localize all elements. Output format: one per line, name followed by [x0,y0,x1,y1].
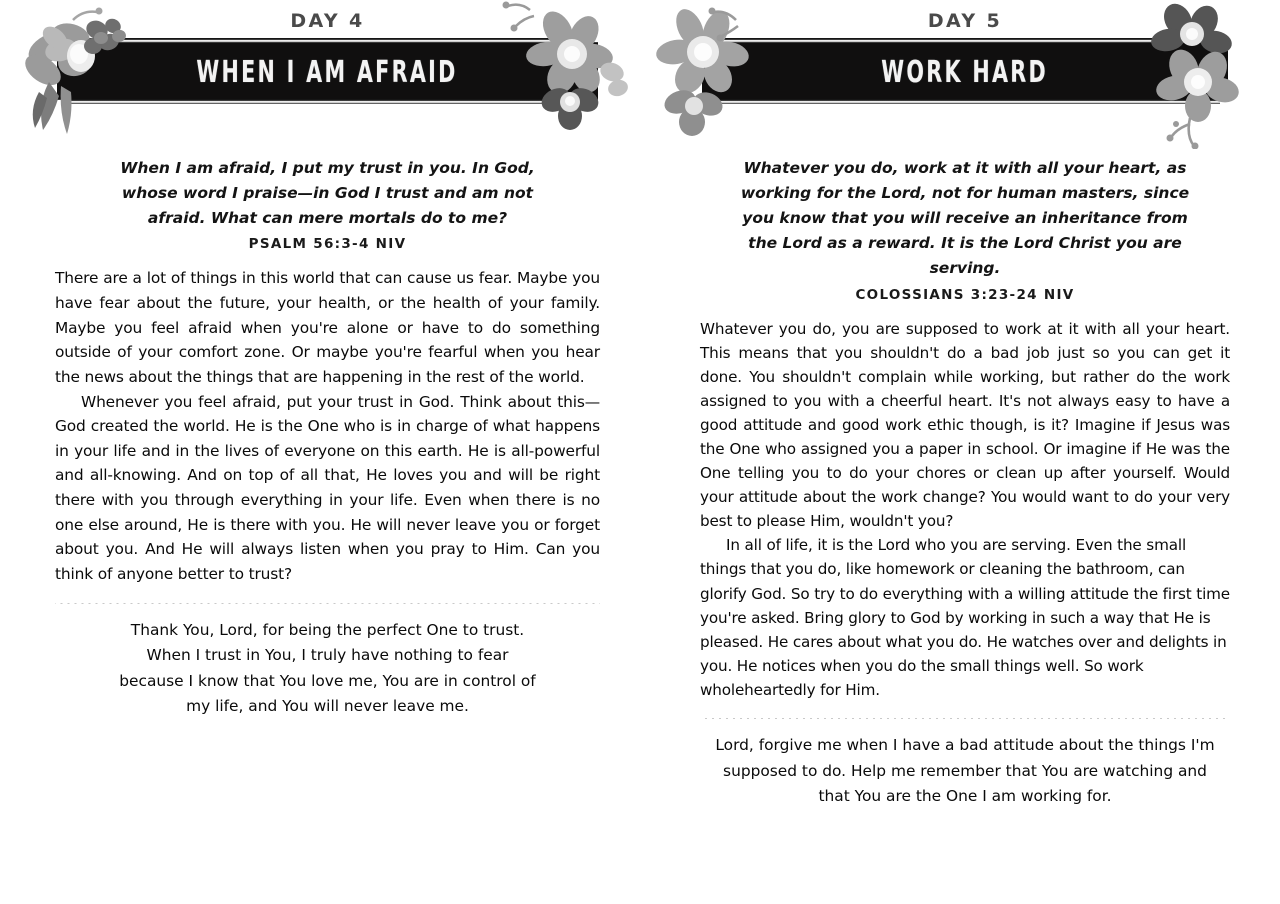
banner-title: WORK HARD [881,53,1049,89]
banner-rule-bottom [710,99,1220,104]
banner-bar [702,42,1228,100]
title-banner [700,38,1230,104]
day-label: DAY 5 [927,10,1003,32]
dotted-divider [700,718,1230,719]
page-header-right [700,0,1230,150]
body-paragraph: In all of life, it is the Lord who you are serving. Even the small things that you do, like homework or cleaning the bathroom, can glorify God. So try to do everything with a willing attitude the first time you're asked. Bring glory to God by working in such a way that He is pleased. He cares about what you do. He watches over and delights in you. He notices when you do the small things well. So work wholeheartedly for Him. [700,536,1231,699]
body-paragraph: There are a lot of things in this world that can cause us fear. Maybe you have fear about the future, your health, or the health of your family. Maybe you feel afraid when you're alone or have to do something outside of your comfort zone. Or maybe you're fearful when you hear the news about the things that are happening in the rest of the world. [55,269,600,386]
body-paragraph: Whatever you do, you are supposed to work at it with all your heart. This means that you shouldn't do a bad job just so you can get it done. You shouldn't complain while working, but rather do the work assigned to you with a cheerful heart. It's not always easy to have a good attitude and good work ethic though, is it? Imagine if Jesus was the One who assigned you a paper in school. Or imagine if He was the One telling you to do your chores or clean up after yourself. Would your attitude about the work change? You would want to do your very best to please Him, wouldn't you? [700,319,1230,531]
scripture-reference: PSALM 56:3-4 NIV [248,236,407,253]
prayer-text: Thank You, Lord, for being the perfect One to trust. When I trust in You, I truly have nothing to fear because I know that You love me, You are in control of my life, and You will never leave me. [119,620,536,716]
page-right [640,0,1280,904]
banner-rule-bottom [65,99,590,104]
devotional-body [700,317,1230,703]
body-paragraph: Whenever you feel afraid, put your trust in God. Think about this—God created the world. He is the One who is in charge of what happens in your life and in the lives of everyone on this earth. He is all-powerful and all-knowing. And on top of all that, He loves you and will be right there with you through everything in your life. Even when there is no one else around, He is there with you. He will never leave you or forget about you. And He will always listen when you pray to Him. Can you think of anyone better to trust? [55,392,600,584]
devotional-body [55,266,600,586]
day-label: DAY 4 [290,10,365,32]
banner-bar [57,42,598,100]
scripture-text: When I am afraid, I put my trust in you. In God, whose word I praise—in God I trust and am not afraid. What can mere mortals do to me? [120,159,535,228]
scripture-reference: COLOSSIANS 3:23-24 NIV [855,286,1075,303]
title-banner [55,38,600,104]
dotted-divider [55,603,600,604]
banner-title: WHEN I AM AFRAID [196,53,459,89]
page-header-left [55,0,600,150]
prayer-text: Lord, forgive me when I have a bad attitude about the things I'm supposed to do. Help me remember that You are watching and that You are the One I am working for. [715,736,1215,806]
scripture-text: Whatever you do, work at it with all your heart, as working for the Lord, not for human masters, since you know that you will receive an inheritance from the Lord as a reward. It is the Lord Christ you are serving. [740,159,1190,278]
